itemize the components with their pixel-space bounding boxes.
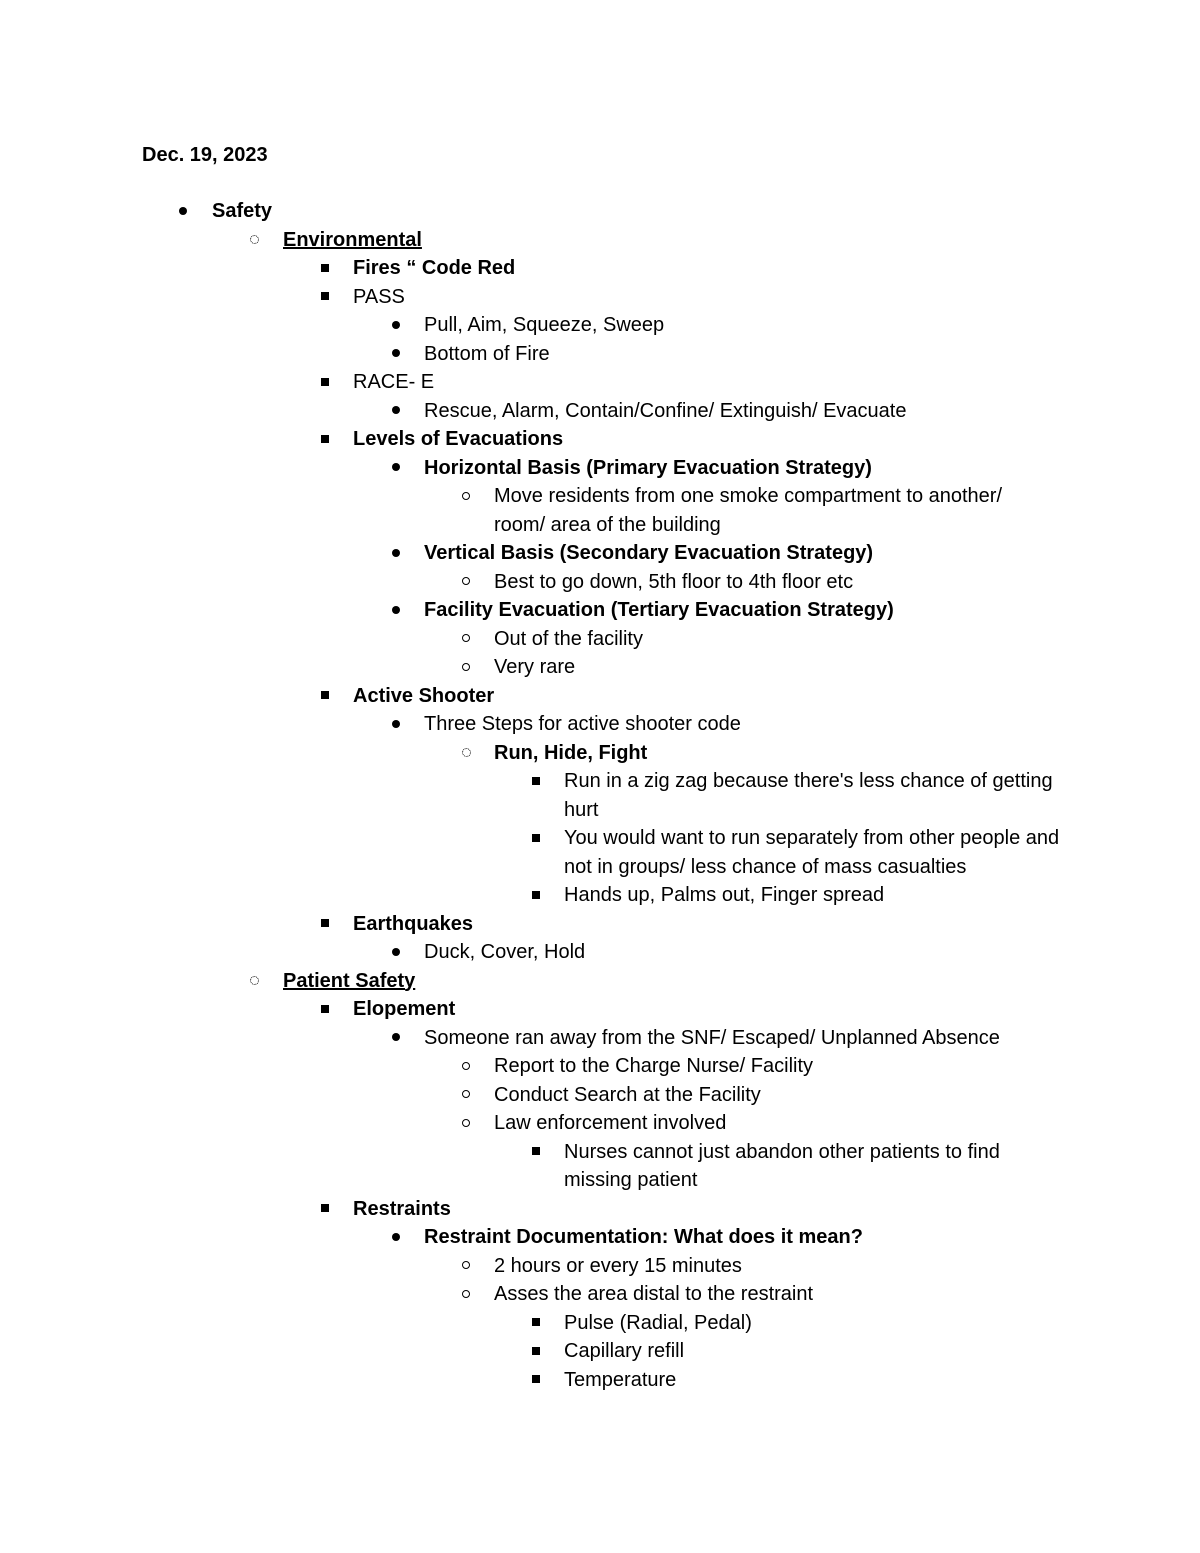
list-item-text: Bottom of Fire <box>424 342 550 365</box>
list-item <box>0 1337 1200 1366</box>
filled-circle-bullet-icon <box>384 340 408 369</box>
hollow-circle-bullet-icon <box>454 653 478 682</box>
list-item-text: Three Steps for active shooter code <box>424 713 741 735</box>
hollow-circle-bullet-icon <box>454 568 478 597</box>
list-item-text: Temperature <box>564 1368 677 1391</box>
list-item-text: Pull, Aim, Squeeze, Sweep <box>424 314 665 336</box>
square-bullet-icon <box>313 254 337 283</box>
square-bullet-icon <box>313 995 337 1024</box>
list-item <box>0 710 1200 739</box>
filled-circle-bullet-icon <box>384 1024 408 1053</box>
list-item-text: Very rare <box>494 656 576 678</box>
list-item <box>0 539 1200 568</box>
filled-circle-bullet-icon <box>384 311 408 340</box>
list-item <box>0 625 1200 654</box>
list-item-text: Pulse (Radial, Pedal) <box>564 1311 752 1334</box>
list-item-text: Earthquakes <box>353 912 474 935</box>
hollow-circle-bullet-icon <box>454 482 478 511</box>
list-item <box>0 1109 1200 1138</box>
square-bullet-icon <box>524 767 548 796</box>
document-date: Dec. 19, 2023 <box>142 144 268 166</box>
list-item-text: Facility Evacuation (Tertiary Evacuation Strategy) <box>424 599 894 621</box>
square-bullet-icon <box>524 881 548 910</box>
list-item <box>0 1366 1200 1395</box>
list-item <box>0 682 1200 711</box>
list-item-text: Best to go down, 5th floor to 4th floor etc <box>494 570 854 593</box>
list-item-text: Law enforcement involved <box>494 1112 727 1134</box>
square-bullet-icon <box>524 1138 548 1167</box>
list-item <box>0 283 1200 312</box>
list-item <box>0 767 1200 824</box>
list-item <box>0 1252 1200 1281</box>
list-item <box>0 254 1200 283</box>
filled-circle-bullet-icon <box>384 596 408 625</box>
list-item-text: Environmental <box>283 228 422 251</box>
list-item-text: Asses the area distal to the restraint <box>494 1283 814 1305</box>
list-item <box>0 482 1200 539</box>
list-item-text: Fires “ Code Red <box>353 257 516 279</box>
square-bullet-icon <box>313 368 337 397</box>
square-bullet-icon <box>524 1366 548 1395</box>
list-item-text: Run, Hide, Fight <box>494 741 648 764</box>
hollow-circle-bullet-icon <box>454 1052 478 1081</box>
list-item-text: Restraint Documentation: What does it mean? <box>424 1226 863 1248</box>
list-item-text: 2 hours or every 15 minutes <box>494 1254 742 1277</box>
filled-circle-bullet-icon <box>384 454 408 483</box>
list-item <box>0 340 1200 369</box>
hollow-circle-bullet-icon <box>454 1081 478 1110</box>
list-item <box>0 397 1200 426</box>
list-item <box>0 995 1200 1024</box>
list-item-text: Duck, Cover, Hold <box>424 941 586 963</box>
list-item <box>0 967 1200 996</box>
list-item <box>0 368 1200 397</box>
list-item <box>0 596 1200 625</box>
list-item-text: Nurses cannot just abandon other patients to find missing patient <box>564 1140 1000 1191</box>
list-item-text: Out of the facility <box>494 627 643 650</box>
list-item <box>0 454 1200 483</box>
list-item-text: Conduct Search at the Facility <box>494 1083 761 1106</box>
list-item-text: Levels of Evacuations <box>353 428 564 450</box>
dotted-circle-bullet-icon <box>242 967 266 996</box>
list-item <box>0 653 1200 682</box>
list-item-text: Horizontal Basis (Primary Evacuation Strategy) <box>424 456 872 479</box>
list-item <box>0 739 1200 768</box>
list-item-text: Elopement <box>353 998 456 1020</box>
list-item <box>0 226 1200 255</box>
list-item <box>0 1081 1200 1110</box>
list-item-text: Active Shooter <box>353 684 495 707</box>
list-item-text: Run in a zig zag because there's less chance of getting hurt <box>564 770 1053 821</box>
list-item <box>0 1309 1200 1338</box>
list-item-text: Capillary refill <box>564 1340 685 1362</box>
list-item-text: Report to the Charge Nurse/ Facility <box>494 1055 814 1077</box>
list-item <box>0 1138 1200 1195</box>
hollow-circle-bullet-icon <box>454 1109 478 1138</box>
hollow-circle-bullet-icon <box>454 625 478 654</box>
list-item <box>0 311 1200 340</box>
list-item-text: RACE- E <box>353 371 435 393</box>
list-item-text: Safety <box>212 200 273 222</box>
filled-circle-bullet-icon <box>384 938 408 967</box>
list-item <box>0 1052 1200 1081</box>
list-item-text: Rescue, Alarm, Contain/Confine/ Extinguish/ Evacuate <box>424 399 907 422</box>
list-item <box>0 1280 1200 1309</box>
list-item <box>0 1024 1200 1053</box>
square-bullet-icon <box>524 1337 548 1366</box>
square-bullet-icon <box>313 682 337 711</box>
list-item <box>0 197 1200 226</box>
list-item-text: Move residents from one smoke compartment to another/ room/ area of the building <box>494 485 1003 536</box>
square-bullet-icon <box>313 283 337 312</box>
square-bullet-icon <box>524 824 548 853</box>
list-item <box>0 568 1200 597</box>
list-item <box>0 425 1200 454</box>
list-item-text: You would want to run separately from other people and not in groups/ less chance of mass casualties <box>564 827 1060 878</box>
square-bullet-icon <box>313 910 337 939</box>
list-item <box>0 910 1200 939</box>
list-item <box>0 824 1200 881</box>
square-bullet-icon <box>313 425 337 454</box>
list-item <box>0 1223 1200 1252</box>
hollow-circle-bullet-icon <box>454 1252 478 1281</box>
filled-circle-bullet-icon <box>171 197 195 226</box>
list-item <box>0 938 1200 967</box>
list-item-text: Vertical Basis (Secondary Evacuation Strategy) <box>424 542 874 564</box>
filled-circle-bullet-icon <box>384 710 408 739</box>
list-item <box>0 881 1200 910</box>
filled-circle-bullet-icon <box>384 397 408 426</box>
outline-list <box>0 197 1200 1394</box>
list-item-text: Patient Safety <box>283 969 416 992</box>
square-bullet-icon <box>524 1309 548 1338</box>
list-item-text: Hands up, Palms out, Finger spread <box>564 884 885 906</box>
list-item <box>0 1195 1200 1224</box>
square-bullet-icon <box>313 1195 337 1224</box>
list-item-text: PASS <box>353 285 405 308</box>
filled-circle-bullet-icon <box>384 1223 408 1252</box>
list-item-text: Restraints <box>353 1197 451 1220</box>
dotted-circle-bullet-icon <box>242 226 266 255</box>
list-item-text: Someone ran away from the SNF/ Escaped/ Unplanned Absence <box>424 1026 1000 1049</box>
filled-circle-bullet-icon <box>384 539 408 568</box>
hollow-circle-bullet-icon <box>454 1280 478 1309</box>
dotted-circle-bullet-icon <box>454 739 478 768</box>
